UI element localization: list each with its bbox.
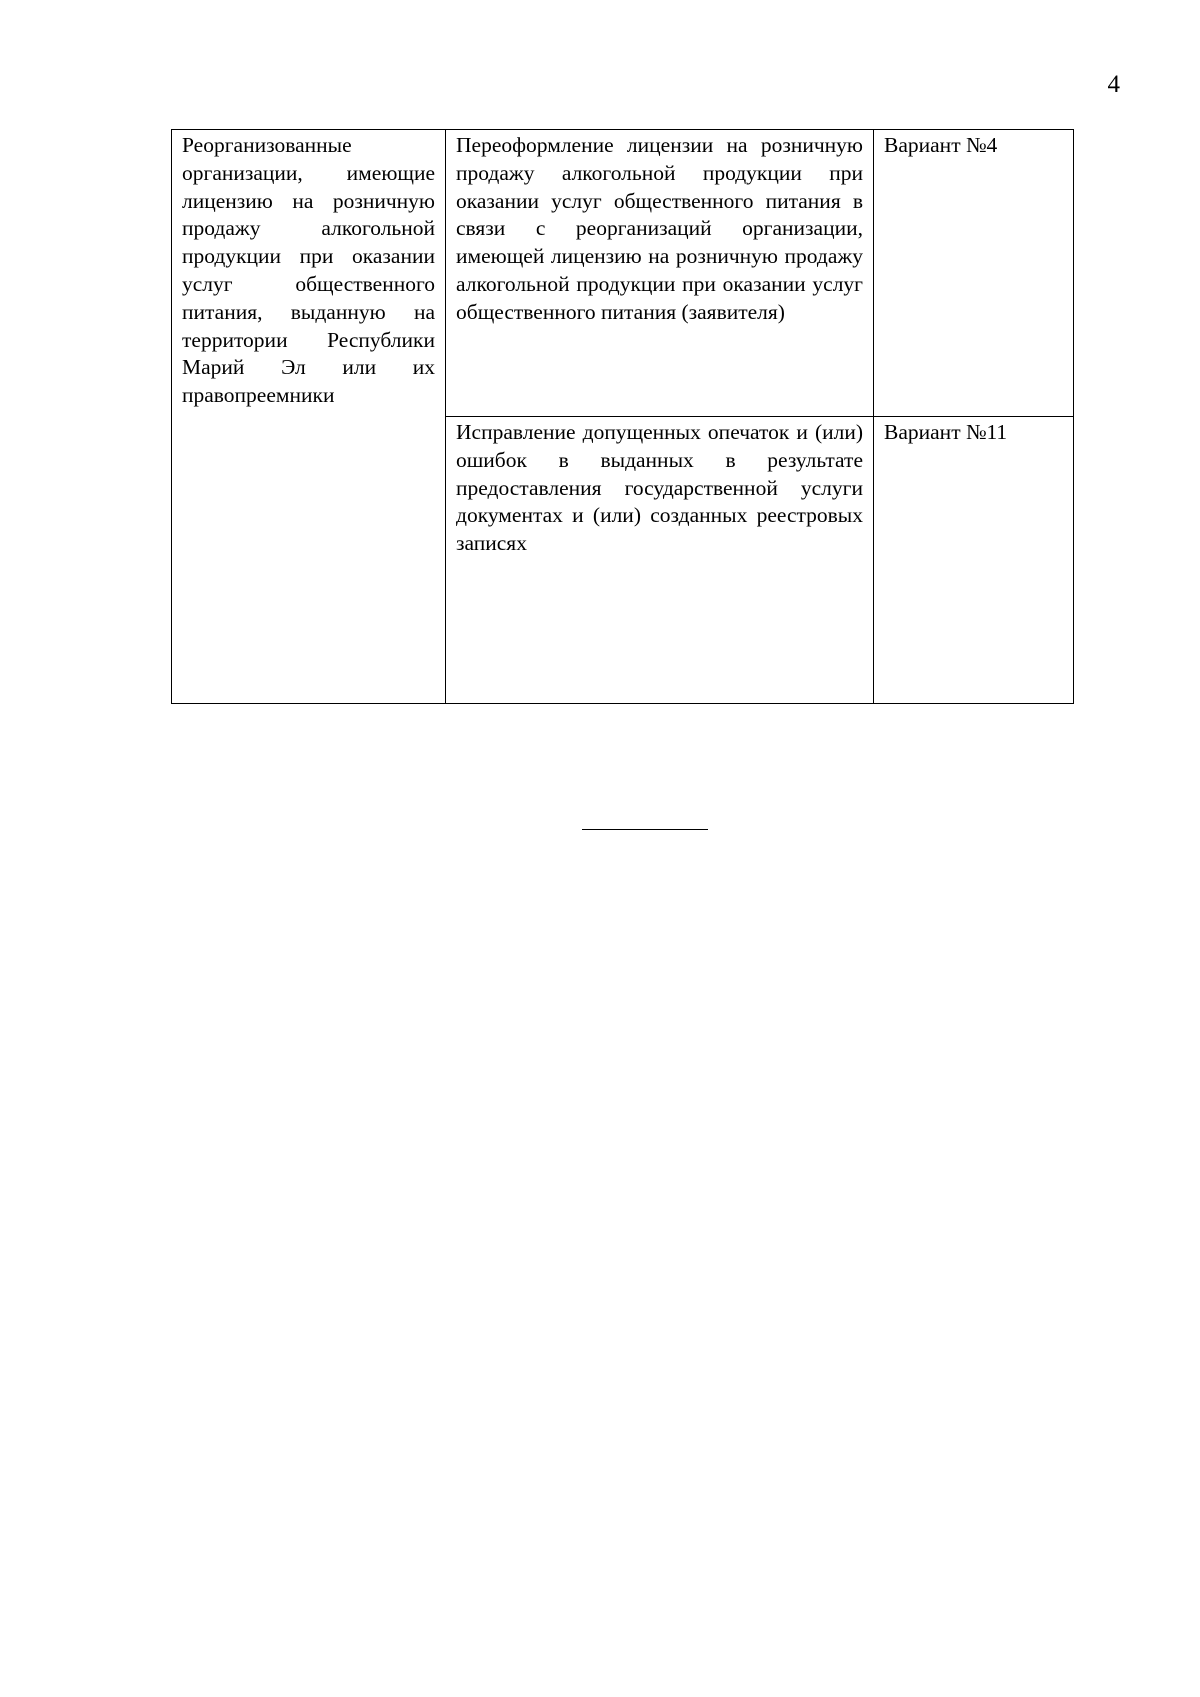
variant-cell: Вариант №4 <box>874 130 1074 417</box>
service-purpose-cell: Исправление допущенных опечаток и (или) ошибок в выданных в результате предоставления государственной услуги документах и (или) созданных реестровых записях <box>446 417 874 704</box>
services-variants-table <box>171 129 1074 704</box>
variant-cell: Вариант №11 <box>874 417 1074 704</box>
table-row <box>172 130 1074 417</box>
end-of-document-line <box>582 829 708 830</box>
page-number: 4 <box>1107 71 1120 98</box>
applicant-category-cell: Реорганизованные организации, имеющие лицензию на розничную продажу алкогольной продукции при оказании услуг общественного питания, выданную на территории Республики Марий Эл или их правопреемники <box>172 130 446 704</box>
service-purpose-cell: Переоформление лицензии на розничную продажу алкогольной продукции при оказании услуг общественного питания в связи с реорганизаций организации, имеющей лицензию на розничную продажу алкогольной продукции при оказании услуг общественного питания (заявителя) <box>446 130 874 417</box>
